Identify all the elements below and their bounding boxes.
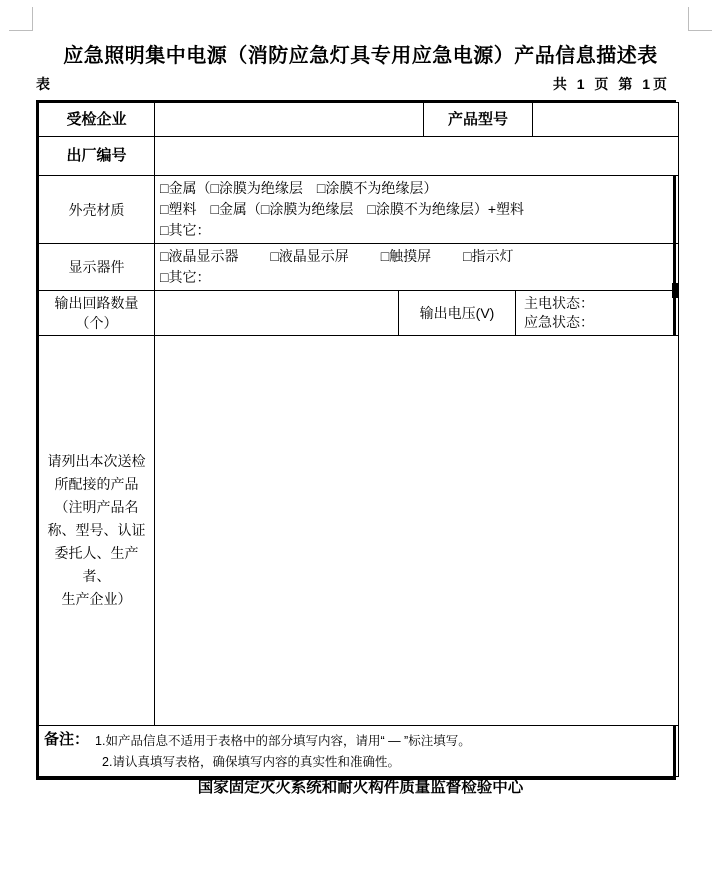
table-row: [39, 726, 679, 777]
table-row: [39, 336, 679, 726]
product-info-table: [36, 100, 676, 780]
connected-products-label: 请列出本次送检 所配接的产品 （注明产品名 称、型号、认证 委托人、生产者、 生产企业）: [39, 336, 155, 726]
factory-number-label: 出厂编号: [39, 137, 155, 176]
shell-material-checkbox-line-1[interactable]: □金属（□涂膜为绝缘层 □涂膜不为绝缘层）: [160, 180, 438, 196]
display-components-label: 显示器件: [39, 244, 155, 291]
display-components-checkbox-line-1[interactable]: □液晶显示器 □液晶显示屏 □触摸屏 □指示灯: [160, 248, 514, 264]
table-row: [39, 103, 679, 137]
text-boundary-mark-top-left: [9, 7, 33, 31]
page-title: 应急照明集中电源（消防应急灯具专用应急电源）产品信息描述表: [63, 45, 658, 67]
shell-material-checkbox-line-2[interactable]: □塑料 □金属（□涂膜为绝缘层 □涂膜不为绝缘层）+塑料: [160, 201, 524, 217]
remarks-label: 备注：: [44, 731, 90, 748]
display-components-options-cell: [155, 244, 679, 291]
subheader-row: [36, 74, 676, 94]
output-voltage-label: 输出电压(V): [399, 291, 516, 336]
display-components-checkbox-line-2[interactable]: □其它：: [160, 269, 211, 285]
product-model-label: 产品型号: [424, 103, 533, 137]
shell-material-options-cell: [155, 176, 679, 244]
remark-note-1: 1.如产品信息不适用于表格中的部分填写内容，请用“ — ”标注填写。: [95, 734, 471, 748]
inspected-company-label: 受检企业: [39, 103, 155, 137]
output-circuits-value-field[interactable]: [155, 291, 399, 336]
remarks-cell: [39, 726, 679, 777]
border-artifact-mark: [672, 283, 679, 298]
table-row: [39, 291, 679, 336]
emergency-status-label: 应急状态：: [524, 314, 594, 330]
product-model-value-field[interactable]: [533, 103, 679, 137]
table-word-label: 表: [36, 76, 50, 92]
factory-number-value-field[interactable]: [155, 137, 679, 176]
table-row: [39, 137, 679, 176]
main-power-status-label: 主电状态：: [524, 295, 594, 311]
remark-note-2: 2.请认真填写表格，确保填写内容的真实性和准确性。: [102, 755, 400, 769]
footer-org-name: 国家固定灭火系统和耐火构件质量监督检验中心: [197, 779, 524, 796]
output-circuits-label: 输出回路数量 （个）: [39, 291, 155, 336]
shell-material-label: 外壳材质: [39, 176, 155, 244]
power-status-cell[interactable]: [516, 291, 679, 336]
table-row: [39, 176, 679, 244]
page-count-label: 共 1 页 第 1页: [552, 76, 670, 92]
shell-material-checkbox-line-3[interactable]: □其它：: [160, 222, 211, 238]
text-boundary-mark-top-right: [688, 7, 712, 31]
connected-products-value-field[interactable]: [155, 336, 679, 726]
table-row: [39, 244, 679, 291]
inspected-company-value-field[interactable]: [155, 103, 424, 137]
